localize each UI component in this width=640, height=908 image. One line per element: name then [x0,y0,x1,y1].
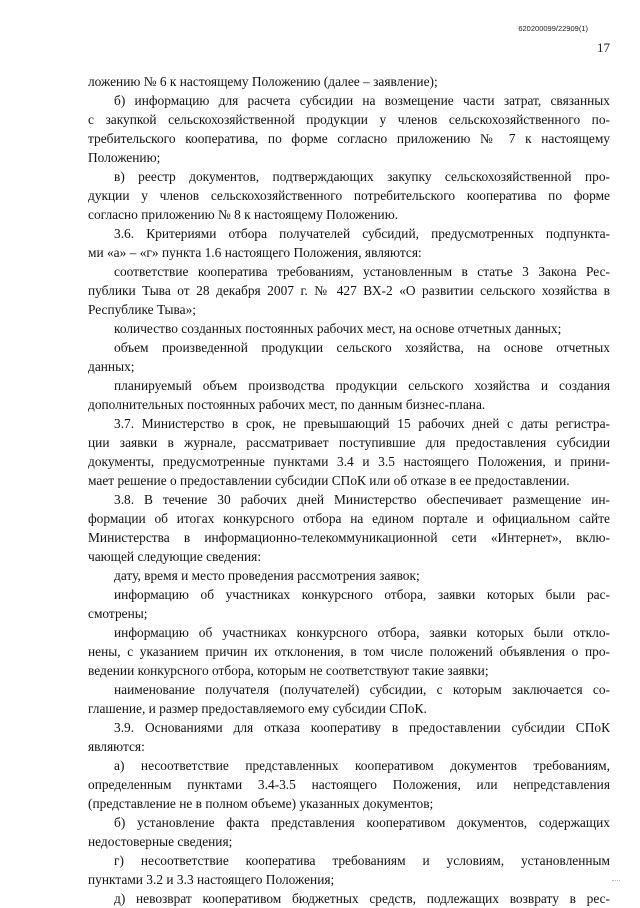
page-number: 17 [597,40,610,55]
text-line: требительского кооператива, по форме согласно приложению № 7 к настоящему [88,131,610,146]
text-line: чающей следующие сведения: [88,549,262,564]
text-line: глашение, и размер предоставляемого ему субсидии СПоК. [88,701,427,716]
text-line: пунктами 3.2 и 3.3 настоящего Положения; [88,872,335,887]
text-line: данных; [88,359,135,374]
text-line: информацию об участниках конкурсного отбора, заявки которых были откло- [114,625,610,640]
text-line: 3.9. Основаниями для отказа кооперативу в предоставлении субсидии СПоК [114,720,610,735]
text-line: наименование получателя (получателей) субсидии, с которым заключается со- [114,682,610,697]
text-line: соответствие кооператива требованиям, установленным в статье 3 Закона Рес- [114,264,610,279]
text-line: количество созданных постоянных рабочих мест, на основе отчетных данных; [114,321,562,336]
text-line: б) информацию для расчета субсидии на возмещение части затрат, связанных [114,93,610,108]
text-line: Республике Тыва»; [88,302,196,317]
text-line: формации об итогах конкурсного отбора на едином портале и официальном сайте [88,511,610,526]
text-line: ми «а» – «г» пункта 1.6 настоящего Положения, являются: [88,245,422,260]
text-line: планируемый объем производства продукции сельского хозяйства и создания [114,378,610,393]
text-line: определенным пунктами 3.4-3.5 настоящего Положения, или непредставления [88,777,610,792]
text-line: 3.8. В течение 30 рабочих дней Министерство обеспечивает размещение ин- [114,492,610,507]
text-line: в) реестр документов, подтверждающих закупку сельскохозяйственной про- [114,169,610,184]
text-line: ложению № 6 к настоящему Положению (далее – заявление); [88,74,438,89]
text-line: 3.6. Критериями отбора получателей субсидий, предусмотренных подпункта- [114,226,610,241]
text-line: г) несоответствие кооператива требованиям и условиям, установленным [114,853,610,868]
text-line: с закупкой сельскохозяйственной продукции у членов сельскохозяйственного по- [88,112,610,127]
text-line: нены, с указанием причин их отклонения, в том числе положений объявления о про- [88,644,610,659]
scan-artifact [612,880,620,887]
text-line: смотрены; [88,606,148,621]
text-line: объем произведенной продукции сельского хозяйства, на основе отчетных [114,340,610,355]
body-text [88,72,610,908]
text-line: (представление не в полном объеме) указанных документов; [88,796,434,811]
text-line: Положению; [88,150,161,165]
text-line: информацию об участниках конкурсного отбора, заявки которых были рас- [114,587,610,602]
text-line: 3.7. Министерство в срок, не превышающий 15 рабочих дней с даты регистра- [114,416,610,431]
text-line: мает решение о предоставлении субсидии СПоК или об отказе в ее предоставлении. [88,473,570,488]
text-line: дополнительных постоянных рабочих мест, по данным бизнес-плана. [88,397,486,412]
text-line: согласно приложению № 8 к настоящему Положению. [88,207,399,222]
text-line: Министерства в информационно-телекоммуникационной сети «Интернет», вклю- [88,530,610,545]
text-line: б) установление факта представления кооперативом документов, содержащих [114,815,610,830]
text-line: публики Тыва от 28 декабря 2007 г. № 427 ВХ-2 «О развитии сельского хозяйства в [88,283,610,298]
text-line: ции заявки в журнале, рассматривает поступившие для предоставления субсидии [88,435,610,450]
text-line: являются: [88,739,145,754]
text-line: ведении конкурсного отбора, которым не соответствуют такие заявки; [88,663,489,678]
document-id: 620200099/22909(1) [518,24,588,33]
text-line: д) невозврат кооперативом бюджетных средств, подлежащих возврату в рес- [114,891,610,906]
text-line: а) несоответствие представленных кооперативом документов требованиям, [114,758,610,773]
text-line: дату, время и место проведения рассмотрения заявок; [114,568,420,583]
text-line: дукции у членов сельскохозяйственного потребительского кооператива по форме [88,188,610,203]
text-line: документы, предусмотренные пунктами 3.4 и 3.5 настоящего Положения, и прини- [88,454,610,469]
text-line: недостоверные сведения; [88,834,233,849]
